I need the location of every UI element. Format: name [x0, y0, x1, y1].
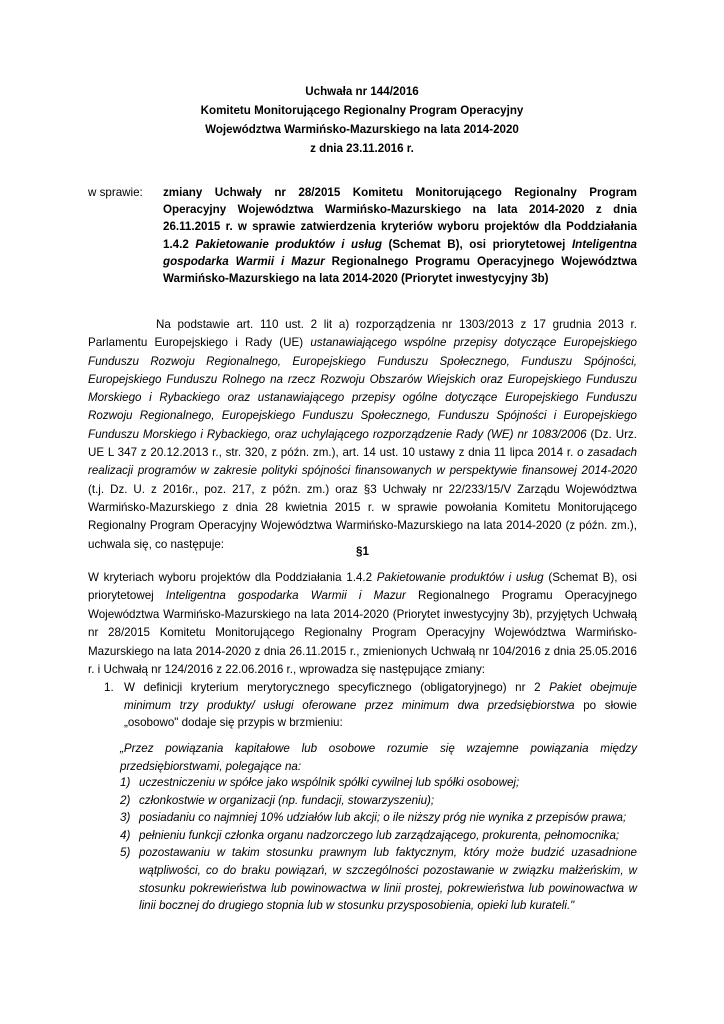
footnote-list	[120, 774, 637, 915]
list-item-number: 1)	[120, 776, 131, 789]
list-item-number: 4)	[120, 828, 131, 842]
basis-text-italic: ustanawiającego wspólne przepisy dotyczące Europejskiego Funduszu Rozwoju Regionalnego, Europejskiego Funduszu Społecznego, Funduszu Spójności, Europejskiego Funduszu Rolnego na rzecz Rozwoju Obszarów Wiejskich oraz Europejskiego Funduszu Morskiego i Rybackiego oraz ustanawiającego przepisy ogólne dotyczące Europejskiego Funduszu Rozwoju Regionalnego, Europejskiego Funduszu Społecznego, Funduszu Spójności i Europejskiego Funduszu Morskiego i Rybackiego, oraz uchylającego rozporządzenie Rady (WE) nr 1083/2006	[88, 336, 638, 441]
subject-label: w sprawie:	[88, 186, 143, 199]
legal-basis-paragraph	[88, 316, 637, 554]
title-line-1: Uchwała nr 144/2016	[305, 85, 419, 98]
list-item	[120, 809, 637, 827]
section-sign: §1	[356, 545, 369, 558]
title-line-2: Komitetu Monitorującego Regionalny Program Operacyjny	[200, 104, 524, 117]
list-item-text: posiadaniu co najmniej 10% udziałów lub akcji; o ile niższy próg nie wynika z przepisów prawa;	[139, 811, 627, 825]
list-item-text: pełnieniu funkcji członka organu nadzorczego lub zarządzającego, prokurenta, pełnomocnika;	[139, 828, 620, 842]
list-item-number: 5)	[120, 846, 131, 860]
title-date: z dnia 23.11.2016 r.	[310, 142, 414, 155]
basis-text-italic: o zasadach realizacji programów w zakresie polityki spójności finansowanych w perspektywie finansowej 2014-2020	[88, 446, 637, 478]
list-item	[120, 774, 637, 792]
title-line-3: Województwa Warmińsko-Mazurskiego na lata 2014-2020	[205, 123, 519, 136]
basis-text: (Dz. Urz. UE L 347 z 20.12.2013 r., str. 320, z późn. zm.), art. 14 ust. 10 ustawy z dnia 11 lipca 2014 r.	[88, 427, 637, 460]
subject-text	[163, 184, 637, 287]
basis-text: Na podstawie art. 110 ust. 2 lit a) rozporządzenia nr 1303/2013 z 17 grudnia 2013 r. Parlamentu Europejskiego i Rady (UE)	[88, 318, 637, 350]
subject-text-part: (Schemat B), osi priorytetowej	[381, 237, 572, 251]
section-text-italic: Inteligentna gospodarka Warmii i Mazur	[165, 589, 406, 603]
section-text: (Schemat B), osi priorytetowej	[88, 571, 637, 603]
list-item	[120, 827, 637, 845]
section-text-italic: Pakietowanie produktów i usług	[376, 571, 544, 584]
subject-text-part: zmiany Uchwały nr 28/2015 Komitetu Monitorującego Regionalny Program Operacyjny Województwa Warmińsko-Mazurskiego na lata 2014-2020 z dnia 26.11.2015 r. w sprawie zatwierdzenia kryteriów wyboru projektów dla Poddziałania 1.4.2	[163, 186, 637, 251]
item-text-italic: Pakiet obejmuje minimum trzy produkty/ usługi oferowane przez minimum dwa przedsiębiorstwa	[124, 681, 637, 712]
subject-text-italic: Inteligentna gospodarka Warmii i Mazur	[163, 237, 637, 268]
item-text	[124, 679, 637, 732]
item-text-part: W definicji kryterium merytorycznego specyficznego (obligatoryjnego) nr 2	[124, 681, 550, 694]
list-item	[120, 844, 637, 914]
item-text-part: po słowie „osobowo" dodaje się przypis w brzmieniu:	[124, 698, 637, 730]
resolution-title	[90, 82, 634, 158]
list-item-text: uczestniczeniu w spółce jako wspólnik spółki cywilnej lub spółki osobowej;	[139, 776, 520, 789]
list-item	[120, 792, 637, 810]
section-intro-paragraph	[88, 569, 637, 679]
list-item-number: 3)	[120, 811, 131, 825]
section-text: Regionalnego Programu Operacyjnego Województwa Warmińsko-Mazurskiego na lata 2014-2020 (Priorytet inwestycyjny 3b), przyjętych Uchwałą nr 28/2015 Komitetu Monitorującego Regionalny Program Operacyjny Województwa Warmińsko-Mazurskiego na lata 2014-2020 z dnia 26.11.2015 r., zmienionych Uchwałą nr 104/2016 z dnia 25.05.2016 r. i Uchwałą nr 124/2016 z 22.06.2016 r., wprowadza się następujące zmiany:	[88, 589, 637, 677]
subject-text-italic: Pakietowanie produktów i usług	[195, 237, 382, 251]
list-item-text: pozostawaniu w takim stosunku prawnym lub faktycznym, który może budzić uzasadnione wątpliwości, co do braku powiązań, w szczególności pozostawanie w związku małżeńskim, w stosunku pokrewieństwa lub powinowactwa w linii prostej, pokrewieństwa lub powinowactwa w linii bocznej do drugiego stopnia lub w stosunku przysposobienia, opieki lub kurateli."	[139, 846, 637, 913]
list-item-text: członkostwie w organizacji (np. fundacji, stowarzyszeniu);	[139, 793, 435, 807]
item-number: 1.	[104, 681, 114, 694]
basis-text: (t.j. Dz. U. z 2016r., poz. 217, z późn. zm.) oraz §3 Uchwały nr 22/233/15/V Zarządu Województwa Warmińsko-Mazurskiego z dnia 28 kwietnia 2015 r. w sprawie powołania Komitetu Monitorującego Regionalny Program Operacyjny Województwa Warmińsko-Mazurskiego na lata 2014-2020 (z późn. zm.), uchwala się, co następuje:	[88, 482, 637, 551]
subject-text-part: Regionalnego Programu Operacyjnego Województwa Warmińsko-Mazurskiego na lata 2014-2020 (Priorytet inwestycyjny 3b)	[163, 254, 637, 286]
footnote-quote-intro: „Przez powiązania kapitałowe lub osobowe rozumie się wzajemne powiązania między przedsiębiorstwami, polegające na:	[120, 742, 637, 773]
amendment-item-1	[104, 679, 637, 732]
section-text: W kryteriach wyboru projektów dla Poddziałania 1.4.2	[88, 571, 377, 584]
list-item-number: 2)	[120, 793, 131, 807]
